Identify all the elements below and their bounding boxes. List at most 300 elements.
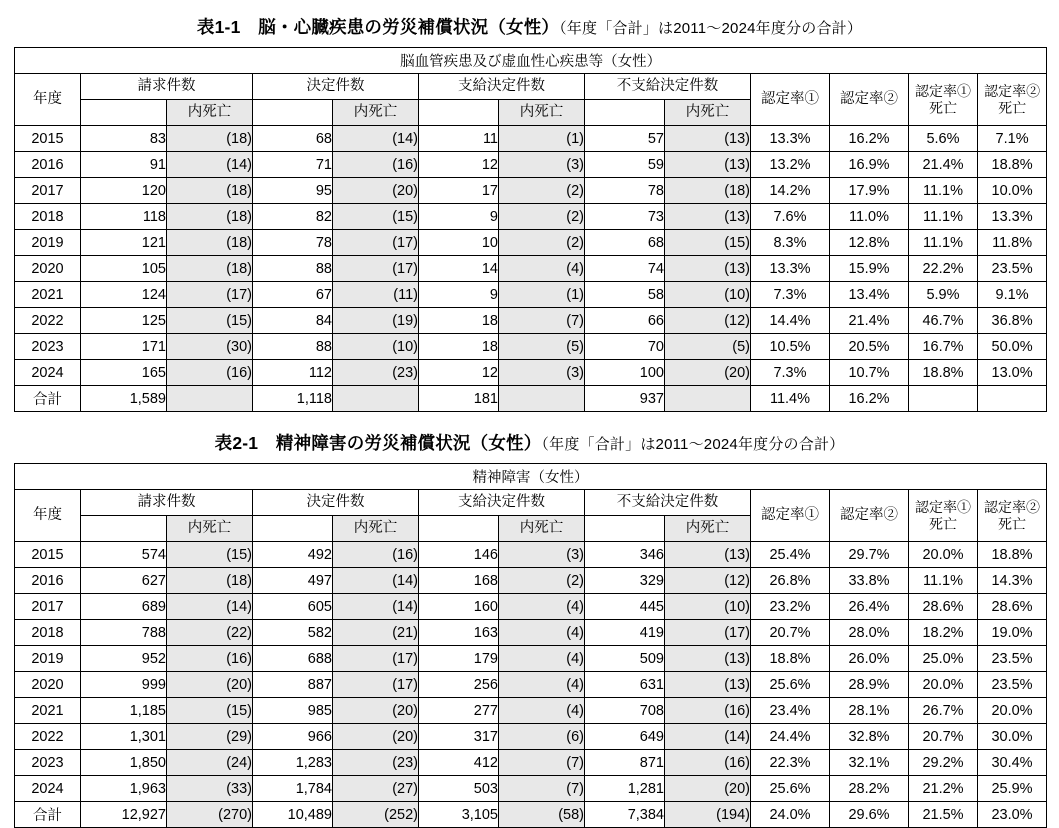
cell-rate1-death: 22.2% (909, 256, 978, 282)
cell-denied-death: (10) (665, 594, 751, 620)
cell-claims: 124 (81, 282, 167, 308)
cell-claims: 121 (81, 230, 167, 256)
cell-decisions: 82 (253, 204, 333, 230)
cell-granted-death: (2) (499, 568, 585, 594)
cell-claims-death: (16) (167, 360, 253, 386)
cell-rate2: 33.8% (830, 568, 909, 594)
cell-granted-death: (4) (499, 672, 585, 698)
cell-rate1: 20.7% (751, 620, 830, 646)
cell-year: 2015 (15, 126, 81, 152)
cell-rate2-death: 30.0% (978, 724, 1047, 750)
cell-granted: 18 (419, 308, 499, 334)
cell-denied-death: (15) (665, 230, 751, 256)
cell-granted: 9 (419, 282, 499, 308)
table-row (15, 724, 1047, 750)
cell-denied: 7,384 (585, 802, 665, 828)
th-rate2-death (978, 490, 1047, 542)
cell-granted-death: (1) (499, 126, 585, 152)
cell-claims: 171 (81, 334, 167, 360)
cell-granted-death: (5) (499, 334, 585, 360)
cell-granted: 9 (419, 204, 499, 230)
cell-decisions: 95 (253, 178, 333, 204)
cell-granted-death (499, 386, 585, 412)
cell-granted-death: (3) (499, 542, 585, 568)
cell-rate1: 24.0% (751, 802, 830, 828)
cell-granted: 10 (419, 230, 499, 256)
th-rate2: 認定率② (830, 490, 909, 542)
th-denied: 不支給決定件数 (585, 490, 751, 516)
cell-rate2: 32.1% (830, 750, 909, 776)
th-rate2-death-line2: 死亡 (998, 515, 1026, 532)
cell-rate1-death: 16.7% (909, 334, 978, 360)
cell-denied: 649 (585, 724, 665, 750)
cell-decisions: 887 (253, 672, 333, 698)
cell-rate1: 13.2% (751, 152, 830, 178)
cell-decisions-death: (21) (333, 620, 419, 646)
table-2-header-row-1 (15, 490, 1047, 516)
cell-granted: 18 (419, 334, 499, 360)
table-1-caption-main: 表1-1 脳・心臓疾患の労災補償状況（女性） (196, 17, 560, 37)
th-rate1-death-line1: 認定率① (915, 83, 971, 100)
cell-claims: 1,301 (81, 724, 167, 750)
cell-claims: 574 (81, 542, 167, 568)
table-row (15, 152, 1047, 178)
cell-rate1: 13.3% (751, 126, 830, 152)
cell-rate2: 16.9% (830, 152, 909, 178)
table-2 (14, 463, 1047, 828)
cell-granted-death: (58) (499, 802, 585, 828)
table-1 (14, 47, 1047, 412)
cell-rate1: 23.2% (751, 594, 830, 620)
cell-claims-death: (24) (167, 750, 253, 776)
cell-claims: 627 (81, 568, 167, 594)
th-rate1-death-line1: 認定率① (915, 499, 971, 516)
cell-rate1-death: 26.7% (909, 698, 978, 724)
cell-year: 2023 (15, 750, 81, 776)
cell-rate1: 14.4% (751, 308, 830, 334)
table-row (15, 360, 1047, 386)
cell-decisions-death: (17) (333, 646, 419, 672)
table-total-row (15, 386, 1047, 412)
th-granted-death: 内死亡 (499, 516, 585, 542)
th-rate1-death-line2: 死亡 (929, 99, 957, 116)
cell-rate2: 26.0% (830, 646, 909, 672)
th-rate1: 認定率① (751, 490, 830, 542)
th-rate2-death (978, 74, 1047, 126)
table-row (15, 282, 1047, 308)
cell-denied-death: (13) (665, 646, 751, 672)
cell-rate1: 11.4% (751, 386, 830, 412)
cell-claims-death: (18) (167, 568, 253, 594)
cell-rate2: 15.9% (830, 256, 909, 282)
cell-decisions-death: (15) (333, 204, 419, 230)
cell-claims-death: (17) (167, 282, 253, 308)
cell-rate2-death: 19.0% (978, 620, 1047, 646)
th-rate1-death-line2: 死亡 (929, 515, 957, 532)
th-year: 年度 (15, 490, 81, 542)
table-row (15, 698, 1047, 724)
th-denied-death: 内死亡 (665, 100, 751, 126)
cell-granted-death: (7) (499, 308, 585, 334)
cell-claims-death: (15) (167, 308, 253, 334)
cell-decisions-death: (14) (333, 568, 419, 594)
cell-rate2-death: 23.5% (978, 256, 1047, 282)
cell-rate1: 23.4% (751, 698, 830, 724)
cell-rate2: 32.8% (830, 724, 909, 750)
cell-year: 2022 (15, 308, 81, 334)
th-denied: 不支給決定件数 (585, 74, 751, 100)
cell-rate1-death: 21.4% (909, 152, 978, 178)
th-decisions-death: 内死亡 (333, 516, 419, 542)
cell-rate1: 25.6% (751, 672, 830, 698)
cell-claims: 1,963 (81, 776, 167, 802)
cell-denied: 631 (585, 672, 665, 698)
cell-decisions-death: (252) (333, 802, 419, 828)
cell-rate2: 12.8% (830, 230, 909, 256)
cell-rate1-death: 5.9% (909, 282, 978, 308)
cell-denied-death (665, 386, 751, 412)
cell-claims-death: (20) (167, 672, 253, 698)
cell-rate2: 13.4% (830, 282, 909, 308)
cell-claims-death: (18) (167, 204, 253, 230)
th-granted-blank (419, 516, 499, 542)
cell-granted-death: (2) (499, 204, 585, 230)
cell-rate2: 16.2% (830, 126, 909, 152)
cell-rate2: 11.0% (830, 204, 909, 230)
cell-rate2-death: 7.1% (978, 126, 1047, 152)
cell-claims: 1,850 (81, 750, 167, 776)
cell-denied: 100 (585, 360, 665, 386)
cell-claims-death: (16) (167, 646, 253, 672)
cell-claims: 788 (81, 620, 167, 646)
cell-rate1: 14.2% (751, 178, 830, 204)
table-row (15, 126, 1047, 152)
cell-granted-death: (1) (499, 282, 585, 308)
cell-granted-death: (7) (499, 750, 585, 776)
cell-denied-death: (12) (665, 308, 751, 334)
cell-rate2-death: 28.6% (978, 594, 1047, 620)
cell-decisions: 688 (253, 646, 333, 672)
table-row (15, 646, 1047, 672)
th-decisions-death: 内死亡 (333, 100, 419, 126)
table-row (15, 750, 1047, 776)
table-row (15, 334, 1047, 360)
th-rate2: 認定率② (830, 74, 909, 126)
cell-decisions-death: (19) (333, 308, 419, 334)
cell-year: 2021 (15, 698, 81, 724)
cell-rate2-death: 14.3% (978, 568, 1047, 594)
cell-rate2: 10.7% (830, 360, 909, 386)
cell-rate1: 10.5% (751, 334, 830, 360)
cell-claims: 125 (81, 308, 167, 334)
cell-year: 2016 (15, 568, 81, 594)
cell-rate2-death: 25.9% (978, 776, 1047, 802)
cell-granted-death: (4) (499, 620, 585, 646)
cell-denied: 57 (585, 126, 665, 152)
cell-rate1-death: 46.7% (909, 308, 978, 334)
th-granted: 支給決定件数 (419, 490, 585, 516)
cell-claims-death: (18) (167, 230, 253, 256)
cell-rate2-death: 30.4% (978, 750, 1047, 776)
cell-claims: 999 (81, 672, 167, 698)
cell-denied: 445 (585, 594, 665, 620)
table-2-caption (14, 430, 1045, 455)
cell-granted: 503 (419, 776, 499, 802)
cell-denied-death: (20) (665, 776, 751, 802)
cell-granted: 181 (419, 386, 499, 412)
cell-claims: 1,589 (81, 386, 167, 412)
table-row (15, 594, 1047, 620)
cell-rate2-death: 18.8% (978, 152, 1047, 178)
cell-decisions-death: (14) (333, 126, 419, 152)
cell-rate2-death: 11.8% (978, 230, 1047, 256)
cell-decisions: 88 (253, 334, 333, 360)
cell-rate2-death: 36.8% (978, 308, 1047, 334)
cell-rate1-death: 11.1% (909, 204, 978, 230)
cell-granted-death: (7) (499, 776, 585, 802)
cell-rate1: 7.3% (751, 282, 830, 308)
cell-rate2: 28.0% (830, 620, 909, 646)
cell-granted-death: (3) (499, 360, 585, 386)
cell-rate2-death: 50.0% (978, 334, 1047, 360)
cell-denied-death: (14) (665, 724, 751, 750)
th-claims: 請求件数 (81, 74, 253, 100)
cell-decisions: 10,489 (253, 802, 333, 828)
cell-granted: 179 (419, 646, 499, 672)
cell-rate1-death: 20.0% (909, 542, 978, 568)
cell-decisions-death: (11) (333, 282, 419, 308)
cell-year: 2019 (15, 230, 81, 256)
cell-rate2-death: 10.0% (978, 178, 1047, 204)
cell-rate1: 18.8% (751, 646, 830, 672)
cell-decisions-death: (17) (333, 256, 419, 282)
th-year: 年度 (15, 74, 81, 126)
table-1-header-row-1 (15, 74, 1047, 100)
cell-decisions: 492 (253, 542, 333, 568)
table-2-band-row (15, 464, 1047, 490)
th-decisions-blank (253, 100, 333, 126)
cell-rate1-death: 28.6% (909, 594, 978, 620)
table-row (15, 776, 1047, 802)
cell-year: 2021 (15, 282, 81, 308)
cell-rate2-death: 23.5% (978, 646, 1047, 672)
th-rate1-death (909, 74, 978, 126)
cell-rate1-death: 5.6% (909, 126, 978, 152)
cell-claims-death (167, 386, 253, 412)
cell-year: 2020 (15, 256, 81, 282)
cell-denied: 1,281 (585, 776, 665, 802)
table-row (15, 672, 1047, 698)
cell-rate2-death: 13.0% (978, 360, 1047, 386)
cell-rate2: 28.2% (830, 776, 909, 802)
cell-claims-death: (18) (167, 256, 253, 282)
th-decisions: 決定件数 (253, 74, 419, 100)
cell-claims: 1,185 (81, 698, 167, 724)
cell-claims-death: (270) (167, 802, 253, 828)
cell-decisions: 1,118 (253, 386, 333, 412)
cell-granted-death: (4) (499, 698, 585, 724)
cell-denied: 74 (585, 256, 665, 282)
cell-denied: 58 (585, 282, 665, 308)
cell-denied-death: (194) (665, 802, 751, 828)
table-row (15, 568, 1047, 594)
cell-rate2: 21.4% (830, 308, 909, 334)
table-total-row (15, 802, 1047, 828)
cell-rate1-death: 20.7% (909, 724, 978, 750)
cell-rate2-death: 23.5% (978, 672, 1047, 698)
cell-claims-death: (33) (167, 776, 253, 802)
cell-decisions-death (333, 386, 419, 412)
cell-denied-death: (18) (665, 178, 751, 204)
cell-decisions: 84 (253, 308, 333, 334)
cell-denied-death: (13) (665, 126, 751, 152)
cell-granted: 146 (419, 542, 499, 568)
cell-granted: 17 (419, 178, 499, 204)
cell-denied: 66 (585, 308, 665, 334)
th-claims-blank (81, 516, 167, 542)
cell-rate2: 29.6% (830, 802, 909, 828)
table-row (15, 620, 1047, 646)
cell-denied: 871 (585, 750, 665, 776)
cell-denied-death: (13) (665, 204, 751, 230)
cell-claims: 118 (81, 204, 167, 230)
table-row (15, 542, 1047, 568)
th-granted: 支給決定件数 (419, 74, 585, 100)
cell-decisions-death: (10) (333, 334, 419, 360)
cell-year: 2023 (15, 334, 81, 360)
cell-rate1-death: 20.0% (909, 672, 978, 698)
cell-denied-death: (13) (665, 256, 751, 282)
cell-year: 2020 (15, 672, 81, 698)
cell-claims: 105 (81, 256, 167, 282)
cell-rate1-death: 18.2% (909, 620, 978, 646)
cell-year: 2017 (15, 594, 81, 620)
cell-rate1: 24.4% (751, 724, 830, 750)
cell-rate1: 25.6% (751, 776, 830, 802)
cell-rate1: 25.4% (751, 542, 830, 568)
cell-claims-death: (30) (167, 334, 253, 360)
cell-decisions: 582 (253, 620, 333, 646)
cell-claims-death: (18) (167, 126, 253, 152)
cell-year: 2018 (15, 620, 81, 646)
cell-rate2-death: 13.3% (978, 204, 1047, 230)
cell-granted: 277 (419, 698, 499, 724)
cell-denied-death: (17) (665, 620, 751, 646)
th-granted-death: 内死亡 (499, 100, 585, 126)
cell-year: 2015 (15, 542, 81, 568)
cell-rate2: 20.5% (830, 334, 909, 360)
th-rate1: 認定率① (751, 74, 830, 126)
cell-granted: 168 (419, 568, 499, 594)
th-rate2-death-line2: 死亡 (998, 99, 1027, 116)
cell-decisions: 68 (253, 126, 333, 152)
cell-rate1-death: 11.1% (909, 178, 978, 204)
th-claims: 請求件数 (81, 490, 253, 516)
cell-claims: 689 (81, 594, 167, 620)
cell-decisions: 67 (253, 282, 333, 308)
cell-denied: 68 (585, 230, 665, 256)
cell-granted: 12 (419, 360, 499, 386)
th-claims-blank (81, 100, 167, 126)
cell-year: 2016 (15, 152, 81, 178)
table-row (15, 178, 1047, 204)
cell-decisions-death: (23) (333, 360, 419, 386)
cell-decisions-death: (20) (333, 698, 419, 724)
cell-rate1-death: 11.1% (909, 230, 978, 256)
table-row (15, 230, 1047, 256)
cell-claims-death: (14) (167, 594, 253, 620)
cell-denied-death: (16) (665, 698, 751, 724)
table-row (15, 308, 1047, 334)
th-denied-blank (585, 516, 665, 542)
cell-denied: 509 (585, 646, 665, 672)
cell-year: 2017 (15, 178, 81, 204)
th-decisions: 決定件数 (253, 490, 419, 516)
cell-granted: 14 (419, 256, 499, 282)
table-2-caption-sub: （年度「合計」は2011〜2024年度分の合計） (541, 436, 845, 453)
cell-denied-death: (13) (665, 152, 751, 178)
cell-year: 2024 (15, 776, 81, 802)
th-claims-death: 内死亡 (167, 100, 253, 126)
table-1-band-title: 脳血管疾患及び虚血性心疾患等（女性） (15, 48, 1047, 74)
cell-denied: 70 (585, 334, 665, 360)
th-rate1-death (909, 490, 978, 542)
cell-decisions-death: (17) (333, 230, 419, 256)
cell-rate1-death: 11.1% (909, 568, 978, 594)
cell-decisions: 88 (253, 256, 333, 282)
cell-claims: 952 (81, 646, 167, 672)
cell-denied: 708 (585, 698, 665, 724)
th-claims-death: 内死亡 (167, 516, 253, 542)
cell-rate1-death (909, 386, 978, 412)
cell-rate2-death: 20.0% (978, 698, 1047, 724)
cell-granted: 163 (419, 620, 499, 646)
cell-denied-death: (20) (665, 360, 751, 386)
cell-denied-death: (12) (665, 568, 751, 594)
cell-year: 合計 (15, 802, 81, 828)
cell-rate2-death (978, 386, 1047, 412)
cell-denied: 78 (585, 178, 665, 204)
cell-decisions-death: (23) (333, 750, 419, 776)
cell-decisions-death: (20) (333, 724, 419, 750)
cell-claims-death: (15) (167, 698, 253, 724)
cell-denied-death: (5) (665, 334, 751, 360)
cell-granted-death: (6) (499, 724, 585, 750)
cell-decisions-death: (16) (333, 152, 419, 178)
cell-claims-death: (14) (167, 152, 253, 178)
cell-decisions: 1,283 (253, 750, 333, 776)
cell-granted: 256 (419, 672, 499, 698)
cell-denied: 937 (585, 386, 665, 412)
cell-denied-death: (13) (665, 672, 751, 698)
table-2-caption-main: 表2-1 精神障害の労災補償状況（女性） (214, 433, 542, 453)
cell-decisions: 966 (253, 724, 333, 750)
cell-rate2-death: 18.8% (978, 542, 1047, 568)
cell-granted: 12 (419, 152, 499, 178)
cell-granted-death: (4) (499, 594, 585, 620)
cell-granted-death: (3) (499, 152, 585, 178)
cell-granted-death: (4) (499, 256, 585, 282)
cell-decisions-death: (27) (333, 776, 419, 802)
cell-decisions: 78 (253, 230, 333, 256)
cell-denied: 329 (585, 568, 665, 594)
cell-claims: 83 (81, 126, 167, 152)
cell-decisions: 497 (253, 568, 333, 594)
table-2-band-title: 精神障害（女性） (15, 464, 1047, 490)
cell-decisions: 605 (253, 594, 333, 620)
cell-rate1: 13.3% (751, 256, 830, 282)
cell-granted-death: (2) (499, 230, 585, 256)
